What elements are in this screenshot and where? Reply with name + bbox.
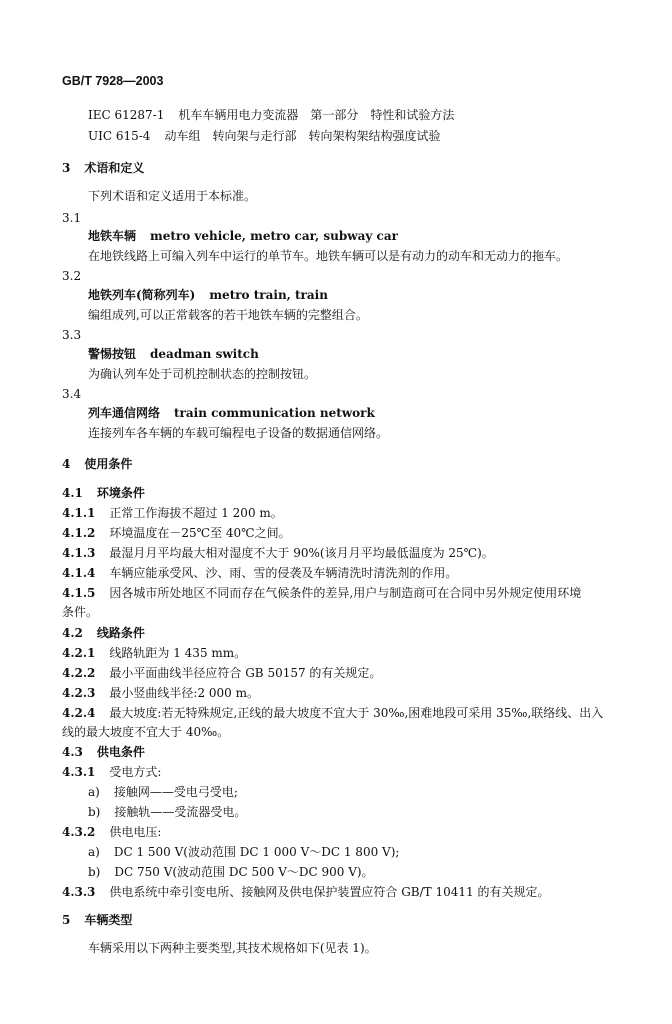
- clause-number: 4.3.2: [62, 825, 96, 839]
- term-number: 3.1: [62, 211, 82, 225]
- term-heading: [88, 228, 398, 244]
- term-definition: 在地铁线路上可编入列车中运行的单节车。地铁车辆可以是有动力的动车和无动力的拖车。: [88, 249, 569, 263]
- clause-text: 线路轨距为 1 435 mm。: [109, 646, 247, 660]
- clause-number: 4.1.3: [62, 546, 96, 560]
- clause-text: 环境温度在－25℃至 40℃之间。: [109, 526, 291, 540]
- subsection-title: 环境条件: [96, 486, 145, 500]
- list-text: 接触轨——受流器受电。: [114, 805, 247, 819]
- clause-number: 4.2.2: [62, 666, 96, 680]
- clause: [62, 585, 581, 601]
- clause-number: 4.1.2: [62, 526, 96, 540]
- clause: [62, 824, 161, 840]
- clause-number: 4.2.4: [62, 706, 96, 720]
- term-cn: 地铁车辆: [88, 229, 137, 243]
- list-label: a): [88, 845, 100, 859]
- list-text: 接触网——受电弓受电;: [113, 785, 238, 799]
- clause-number: 4.1.1: [62, 506, 96, 520]
- reference-item: [88, 107, 454, 123]
- standard-code: GB/T 7928—2003: [62, 74, 164, 88]
- clause: [62, 764, 161, 780]
- clause: [62, 545, 494, 561]
- term-en: train communication network: [174, 406, 375, 420]
- section-heading: [62, 912, 132, 928]
- term-cn: 列车通信网络: [88, 406, 161, 420]
- clause: [62, 565, 457, 581]
- clause-text: 最湿月月平均最大相对湿度不大于 90%(该月月平均最低温度为 25℃)。: [109, 546, 494, 560]
- reference-title: 动车组 转向架与走行部 转向架构架结构强度试验: [164, 129, 441, 143]
- section-heading: [62, 160, 144, 176]
- section-heading: [62, 456, 132, 472]
- list-label: b): [88, 805, 101, 819]
- clause: [62, 505, 283, 521]
- list-item: [88, 864, 374, 880]
- clause-number: 4.1.5: [62, 586, 96, 600]
- clause-text-continued: 条件。: [62, 605, 99, 619]
- term-definition: 为确认列车处于司机控制状态的控制按钮。: [88, 367, 317, 381]
- clause-text: 受电方式:: [109, 765, 162, 779]
- clause-text: 供电电压:: [109, 825, 162, 839]
- section-title: 车辆类型: [84, 913, 133, 927]
- clause-text: 正常工作海拔不超过 1 200 m。: [109, 506, 283, 520]
- clause: [62, 645, 246, 661]
- clause-text: 因各城市所处地区不同而存在气候条件的差异,用户与制造商可在合同中另外规定使用环境: [109, 586, 582, 600]
- section-title: 使用条件: [84, 457, 133, 471]
- term-heading: [88, 346, 259, 362]
- list-item: [88, 844, 399, 860]
- clause: [62, 665, 381, 681]
- term-cn: 地铁列车(简称列车): [88, 288, 196, 302]
- clause: [62, 705, 603, 721]
- subsection-number: 4.3: [62, 745, 83, 759]
- term-cn: 警惕按钮: [88, 347, 137, 361]
- list-text: DC 750 V(波动范围 DC 500 V～DC 900 V)。: [114, 865, 374, 879]
- clause-number: 4.2.3: [62, 686, 96, 700]
- term-en: metro train, train: [209, 288, 328, 302]
- subsection-title: 供电条件: [96, 745, 145, 759]
- term-number: 3.4: [62, 387, 82, 401]
- list-item: [88, 804, 246, 820]
- clause-text-continued: 线的最大坡度不宜大于 40‰。: [62, 725, 230, 739]
- paragraph: 下列术语和定义适用于本标准。: [88, 189, 257, 203]
- paragraph: 车辆采用以下两种主要类型,其技术规格如下(见表 1)。: [88, 941, 377, 955]
- reference-item: [88, 128, 440, 144]
- reference-code: IEC 61287-1: [88, 108, 165, 122]
- clause-text: 供电系统中牵引变电所、接触网及供电保护装置应符合 GB/T 10411 的有关规定。: [109, 885, 550, 899]
- clause: [62, 884, 549, 900]
- clause-number: 4.1.4: [62, 566, 96, 580]
- term-heading: [88, 287, 328, 303]
- clause: [62, 525, 291, 541]
- reference-title: 机车车辆用电力变流器 第一部分 特性和试验方法: [178, 108, 455, 122]
- term-heading: [88, 405, 375, 421]
- subsection-title: 线路条件: [96, 626, 145, 640]
- section-number: 4: [62, 457, 71, 471]
- subsection-number: 4.1: [62, 486, 83, 500]
- list-label: b): [88, 865, 101, 879]
- clause: [62, 685, 259, 701]
- list-text: DC 1 500 V(波动范围 DC 1 000 V～DC 1 800 V);: [113, 845, 400, 859]
- list-item: [88, 784, 238, 800]
- section-number: 3: [62, 161, 71, 175]
- list-label: a): [88, 785, 100, 799]
- clause-text: 最大坡度:若无特殊规定,正线的最大坡度不宜大于 30‰,困难地段可采用 35‰,联络线、出入: [109, 706, 604, 720]
- subsection-heading: [62, 485, 145, 501]
- clause-text: 最小平面曲线半径应符合 GB 50157 的有关规定。: [109, 666, 382, 680]
- term-definition: 编组成列,可以正常载客的若干地铁车辆的完整组合。: [88, 308, 368, 322]
- clause-number: 4.3.3: [62, 885, 96, 899]
- term-definition: 连接列车各车辆的车载可编程电子设备的数据通信网络。: [88, 426, 389, 440]
- clause-number: 4.2.1: [62, 646, 96, 660]
- clause-text: 最小竖曲线半径:2 000 m。: [109, 686, 259, 700]
- section-number: 5: [62, 913, 71, 927]
- subsection-heading: [62, 744, 145, 760]
- subsection-heading: [62, 625, 145, 641]
- reference-code: UIC 615-4: [88, 129, 151, 143]
- section-title: 术语和定义: [84, 161, 145, 175]
- term-en: metro vehicle, metro car, subway car: [150, 229, 398, 243]
- term-en: deadman switch: [150, 347, 259, 361]
- clause-number: 4.3.1: [62, 765, 96, 779]
- term-number: 3.2: [62, 269, 82, 283]
- subsection-number: 4.2: [62, 626, 83, 640]
- clause-text: 车辆应能承受风、沙、雨、雪的侵袭及车辆清洗时清洗剂的作用。: [109, 566, 458, 580]
- term-number: 3.3: [62, 328, 82, 342]
